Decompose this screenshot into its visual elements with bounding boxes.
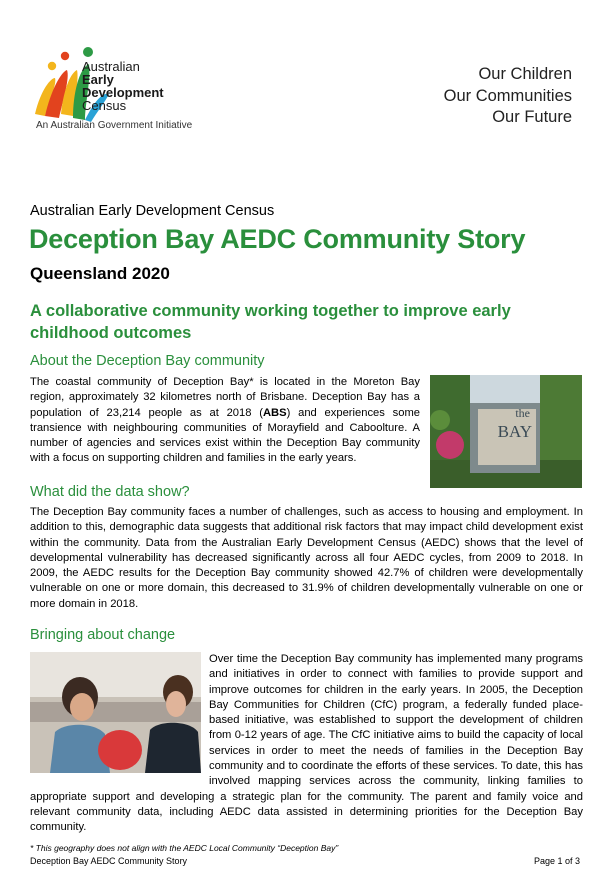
tagline-word: Communities [475,86,572,105]
change-heading: Bringing about change [30,627,176,643]
tagline-prefix: Our [478,65,511,83]
tagline-word: Future [524,108,572,126]
logo-line-4: Census [82,98,127,113]
change-text: Over time the Deception Bay community has implemented many programs and initiatives in order to connect with families to provide support and improve outcomes for children in the early years. In 2005, the Deception Bay Communities for Children (CfC) program, a federally funded place-based initiative, was established to support the development of children from 0-12 years of age. The CfC initiative aims to build the capacity of local services in order to meet the needs of families in the Deception Bay community and to coordinate the efforts of these services. To date, this has involved mapping services across the community, linking families to appropriate support and developing a strategic plan for the community. The parent and family voice and relevant community data, including AEDC data assisted in determining priorities for the Deception Bay community. [30,653,583,834]
logo-line-3: Development [82,85,164,100]
data-heading: What did the data show? [30,484,190,500]
tagline [444,64,572,129]
sign-text-bay: BAY [497,422,532,441]
about-text-b: ) and experiences some transience with neighbouring communities of Morayfield and Caboolture. A number of agencies and services exist within the Deception Bay community with a focus on supporting children and families in the early years. [30,406,420,465]
photo-float-spacer [30,652,209,775]
abs-bold: ABS [262,406,287,419]
page-subtitle: Queensland 2020 [30,264,170,283]
logo-subtitle: An Australian Government Initiative [36,120,193,131]
tagline-prefix: Our [492,108,525,126]
footnote: * This geography does not align with the AEDC Local Community “Deception Bay” [30,843,339,853]
logo-wordmark [82,60,164,112]
sign-text-the: the [515,406,530,420]
page-title: Deception Bay AEDC Community Story [29,224,526,254]
change-paragraph [30,652,583,836]
tagline-line-1 [444,64,572,86]
page-number: Page 1 of 3 [533,856,580,866]
about-paragraph [30,375,420,467]
footer-title: Deception Bay AEDC Community Story [30,856,188,866]
logo-line-1: Australian [82,59,140,74]
kicker: Australian Early Development Census [30,203,275,219]
about-heading: About the Deception Bay community [30,353,265,369]
tagline-line-3 [444,107,572,129]
tagline-prefix: Our [443,86,476,105]
logo-line-2: Early [82,72,114,87]
lead-heading: A collaborative community working together to improve early childhood outcomes [30,302,511,342]
tagline-line-2 [444,86,572,108]
tagline-word: Children [510,65,572,83]
data-paragraph: The Deception Bay community faces a number of challenges, such as access to housing and employment. In addition to this, demographic data suggests that additional risk factors that may impact child development exist within the community. Data from the Australian Early Development Census (AEDC) shows that the level of developmental vulnerability has decreased significantly across all four AEDC cycles, from 2009 to 2018. In 2009, the AEDC results for the Deception Bay community showed 42.7% of children were developmentally vulnerable on one or more domain, this decreased to 31.9% of children developmentally vulnerable on one or more domain in 2018. [30,506,583,610]
about-text-a: The coastal community of Deception Bay* is located in the Moreton Bay region, approximately 32 kilometres north of Brisbane. Deception Bay has a population of 23,214 people as at 2018 ( [30,376,420,419]
bay-sign-photo [430,375,582,488]
